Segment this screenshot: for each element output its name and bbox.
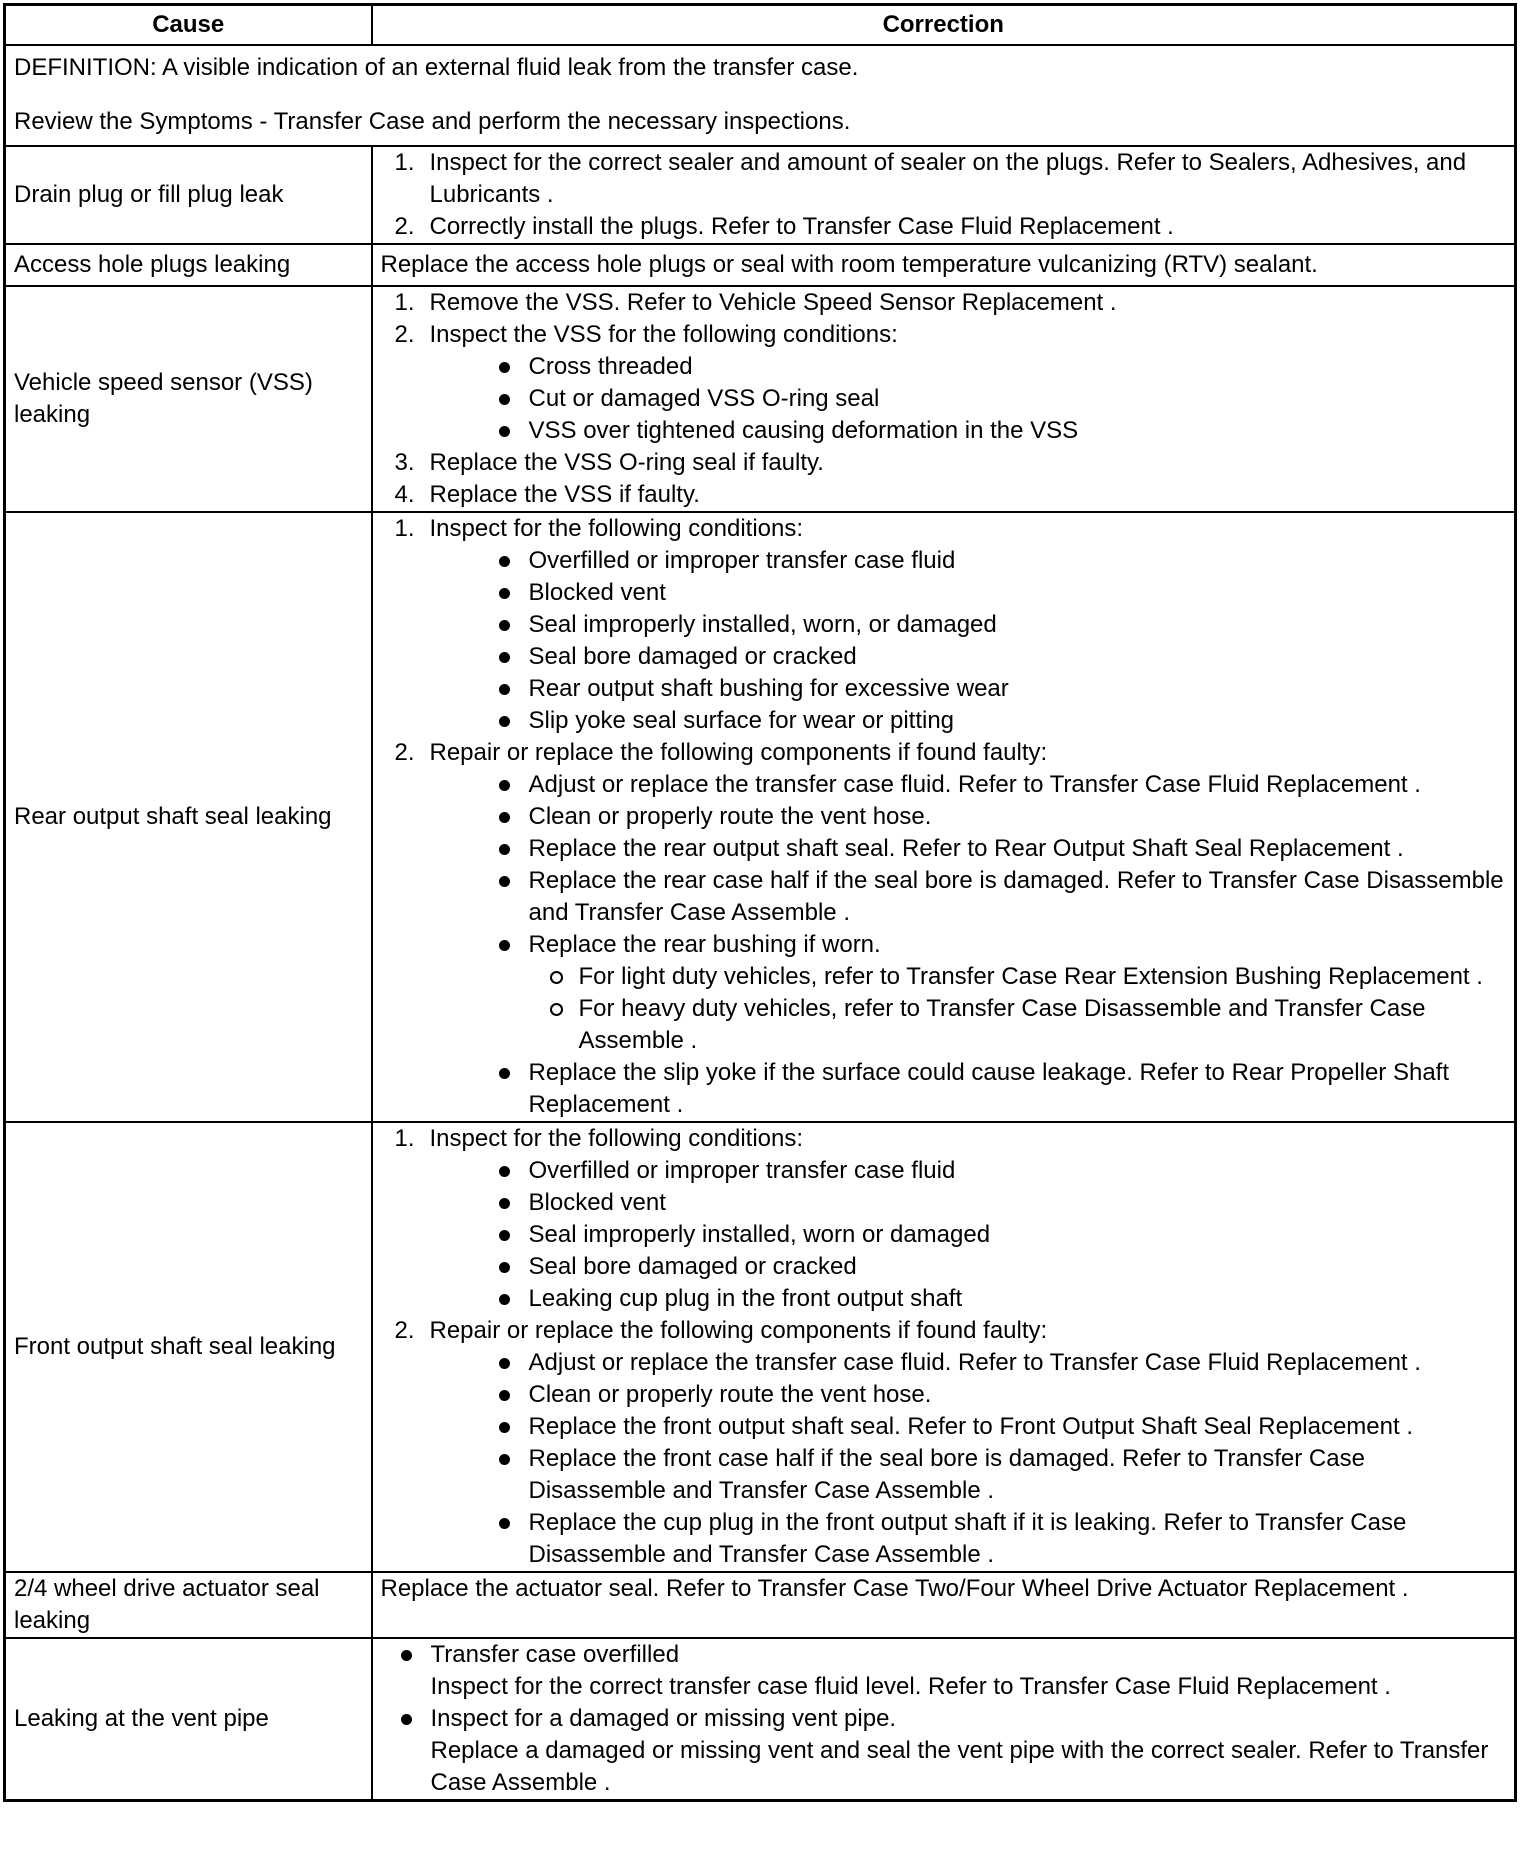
sub-bullet-item: For heavy duty vehicles, refer to Transfer Case Disassemble and Transfer Case Assemble . xyxy=(430,993,1507,1057)
diagnostic-table xyxy=(3,3,1517,1802)
bullet-item: Replace the rear bushing if worn. For light duty vehicles, refer to Transfer Case Rear Extension Bushing Replacement . For heavy duty vehicles, refer to Transfer Case Disassemble and Transfer Case Assemble . xyxy=(430,929,1507,1057)
cause-cell: Access hole plugs leaking xyxy=(5,244,372,286)
bullet-item: Clean or properly route the vent hose. xyxy=(430,801,1507,833)
cause-header: Cause xyxy=(5,5,372,46)
bullet-item: Seal improperly installed, worn or damaged xyxy=(430,1219,1507,1251)
correction-cell: Replace the access hole plugs or seal with room temperature vulcanizing (RTV) sealant. xyxy=(372,244,1516,286)
step-item: 2. Correctly install the plugs. Refer to Transfer Case Fluid Replacement . xyxy=(394,213,1174,240)
header-row xyxy=(5,5,1516,46)
bullet-item: Leaking cup plug in the front output shaft xyxy=(430,1283,1507,1315)
cause-cell: Rear output shaft seal leaking xyxy=(5,512,372,1122)
bullet-item: Adjust or replace the transfer case fluid. Refer to Transfer Case Fluid Replacement . xyxy=(430,769,1507,801)
bullet-item: Replace the slip yoke if the surface could cause leakage. Refer to Rear Propeller Shaft Replacement . xyxy=(430,1057,1507,1121)
bullet-item: Seal bore damaged or cracked xyxy=(430,641,1507,673)
bullet-item: Clean or properly route the vent hose. xyxy=(430,1379,1507,1411)
bullet-item: Slip yoke seal surface for wear or pitting xyxy=(430,705,1507,737)
step-item: 1. Inspect for the correct sealer and amount of sealer on the plugs. Refer to Sealers, Adhesives, and Lubricants . xyxy=(394,149,1467,208)
bullet-item: Cut or damaged VSS O-ring seal xyxy=(430,383,1507,415)
cause-cell: Vehicle speed sensor (VSS) leaking xyxy=(5,286,372,512)
bullet-item: Replace the front output shaft seal. Refer to Front Output Shaft Seal Replacement . xyxy=(430,1411,1507,1443)
step-item: 3. Replace the VSS O-ring seal if faulty. xyxy=(394,449,824,476)
cause-cell: 2/4 wheel drive actuator seal leaking xyxy=(5,1572,372,1638)
definition-cell xyxy=(5,45,1516,146)
bullet-item: Cross threaded xyxy=(430,351,1507,383)
bullet-item: Blocked vent xyxy=(430,1187,1507,1219)
table-row xyxy=(5,146,1516,244)
bullet-item: Replace the front case half if the seal bore is damaged. Refer to Transfer Case Disassemble and Transfer Case Assemble . xyxy=(430,1443,1507,1507)
step-item: 4. Replace the VSS if faulty. xyxy=(394,481,700,508)
definition-row xyxy=(5,45,1516,146)
table-row xyxy=(5,1572,1516,1638)
bullet-item: Replace the rear case half if the seal bore is damaged. Refer to Transfer Case Disassemble and Transfer Case Assemble . xyxy=(430,865,1507,929)
bullet-item: Inspect for a damaged or missing vent pipe. Replace a damaged or missing vent and seal the vent pipe with the correct sealer. Refer to Transfer Case Assemble . xyxy=(381,1703,1507,1799)
table-row xyxy=(5,286,1516,512)
table-row xyxy=(5,1638,1516,1801)
bullet-item: Transfer case overfilled Inspect for the correct transfer case fluid level. Refer to Transfer Case Fluid Replacement . xyxy=(381,1639,1507,1703)
cause-cell: Front output shaft seal leaking xyxy=(5,1122,372,1572)
bullet-item: Rear output shaft bushing for excessive wear xyxy=(430,673,1507,705)
sub-bullet-item: For light duty vehicles, refer to Transfer Case Rear Extension Bushing Replacement . xyxy=(430,961,1507,993)
step-item: 1. Remove the VSS. Refer to Vehicle Speed Sensor Replacement . xyxy=(394,289,1117,316)
step-item: 2. Repair or replace the following components if found faulty: Adjust or replace the transfer case fluid. Refer to Transfer Case Fluid Replacement . Clean or properly route the vent hose. Replace the rear output shaft seal. Refer to Rear Output Shaft Seal Replacement . Replace the rear case half if the seal bore is damaged. Refer to Transfer Case Disassemble and Transfer Case Assemble . Replace the rear bushing if worn. For light duty vehicles, refer to Transfer Case Rear Extension Bushing Replacement . For heavy duty vehicles, refer to Transfer Case Disassemble and Transfer Case Assemble . Replace the slip yoke if the surface could cause leakage. Refer to Rear Propeller Shaft Replacement . xyxy=(381,737,1507,1121)
correction-cell xyxy=(372,286,1516,512)
step-item: 1. Inspect for the following conditions: Overfilled or improper transfer case fluid Blocked vent Seal improperly installed, worn or damaged Seal bore damaged or cracked Leaking cup plug in the front output shaft xyxy=(381,1123,1507,1315)
table-row xyxy=(5,1122,1516,1572)
bullet-item: Blocked vent xyxy=(430,577,1507,609)
review-text: Review the Symptoms - Transfer Case and perform the necessary inspections. xyxy=(14,108,851,135)
step-item: 2. Repair or replace the following components if found faulty: Adjust or replace the transfer case fluid. Refer to Transfer Case Fluid Replacement . Clean or properly route the vent hose. Replace the front output shaft seal. Refer to Front Output Shaft Seal Replacement . Replace the front case half if the seal bore is damaged. Refer to Transfer Case Disassemble and Transfer Case Assemble . Replace the cup plug in the front output shaft if it is leaking. Refer to Transfer Case Disassemble and Transfer Case Assemble . xyxy=(381,1315,1507,1571)
correction-cell xyxy=(372,146,1516,244)
bullet-item: Overfilled or improper transfer case fluid xyxy=(430,545,1507,577)
bullet-item: VSS over tightened causing deformation in the VSS xyxy=(430,415,1507,447)
step-item: 1. Inspect for the following conditions: Overfilled or improper transfer case fluid Blocked vent Seal improperly installed, worn, or damaged Seal bore damaged or cracked Rear output shaft bushing for excessive wear Slip yoke seal surface for wear or pitting xyxy=(381,513,1507,737)
definition-text: DEFINITION: A visible indication of an external fluid leak from the transfer case. xyxy=(14,54,859,81)
bullet-item: Replace the cup plug in the front output shaft if it is leaking. Refer to Transfer Case Disassemble and Transfer Case Assemble . xyxy=(430,1507,1507,1571)
correction-cell xyxy=(372,512,1516,1122)
bullet-item: Seal bore damaged or cracked xyxy=(430,1251,1507,1283)
correction-cell: Replace the actuator seal. Refer to Transfer Case Two/Four Wheel Drive Actuator Replacement . xyxy=(372,1572,1516,1638)
correction-header: Correction xyxy=(372,5,1516,46)
bullet-item: Replace the rear output shaft seal. Refer to Rear Output Shaft Seal Replacement . xyxy=(430,833,1507,865)
cause-cell: Drain plug or fill plug leak xyxy=(5,146,372,244)
correction-cell xyxy=(372,1638,1516,1801)
bullet-item: Overfilled or improper transfer case fluid xyxy=(430,1155,1507,1187)
cause-cell: Leaking at the vent pipe xyxy=(5,1638,372,1801)
correction-cell xyxy=(372,1122,1516,1572)
table-row xyxy=(5,512,1516,1122)
bullet-item: Seal improperly installed, worn, or damaged xyxy=(430,609,1507,641)
step-item: 2. Inspect the VSS for the following conditions: Cross threaded Cut or damaged VSS O-ring seal VSS over tightened causing deformation in the VSS xyxy=(381,319,1507,447)
bullet-item: Adjust or replace the transfer case fluid. Refer to Transfer Case Fluid Replacement . xyxy=(430,1347,1507,1379)
table-row xyxy=(5,244,1516,286)
